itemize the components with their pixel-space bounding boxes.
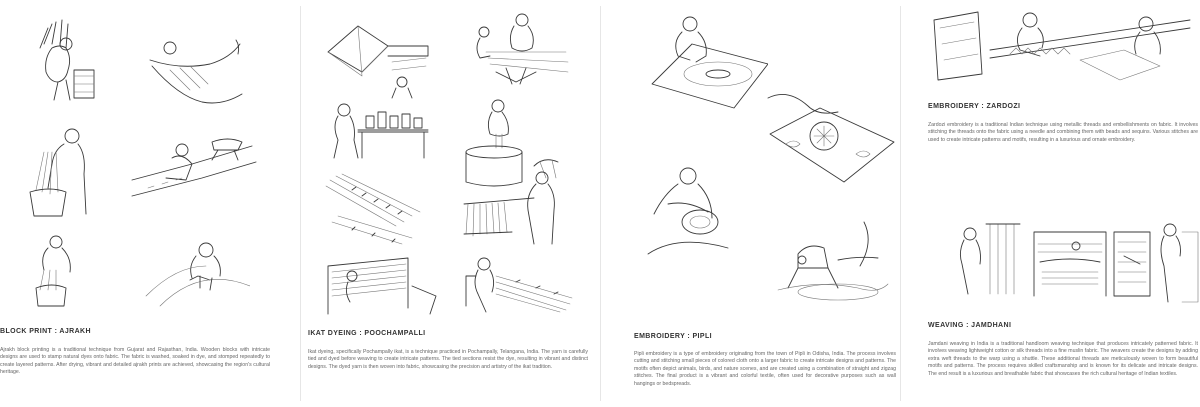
section-text-ajrakh: Ajrakh block printing is a traditional technique from Gujarat and Rajasthan, India. Wooden blocks with intricate designs are used to stamp natural dyes onto fabric. The fabric is washed, soaked in dye, and stomped repeatedly to create layered patterns. After drying, vibrant and detailed ajrakh prints are achieved, showcasing the region's cultural heritage. <box>0 347 270 376</box>
tied-yarn-figure <box>322 172 432 248</box>
section-text-ikat: Ikat dyeing, specifically Pochampally ikat, is a technique practiced in Pochampally, Telangana, India. The yarn is carefully tied and dyed before weaving to create intricate patterns. The tied sections resist the dye, resulting in vibrant and distinct designs. The dyed yarn is then woven into fabric, showcasing the precision and artistry of the ikat tradition. <box>308 349 588 370</box>
section-text-zardozi: Zardozi embroidery is a traditional Indian technique using metallic threads and embellishments on fabric. It involves stitching the threads onto the fabric using a needle and combining them with beads and sequins. Various stitches are used to create intricate patterns and motifs, resulting in a luxurious and ornate embroidery. <box>928 122 1198 143</box>
warp-setup-figure <box>940 220 1024 300</box>
sewing-machine-figure <box>768 214 898 308</box>
printing-table-figure <box>128 126 258 206</box>
section-title-ikat: IKAT DYEING : POOCHAMPALLI <box>308 330 426 337</box>
yarn-hanging-figure <box>456 170 566 246</box>
section-title-jamdhani: WEAVING : JAMDHANI <box>928 322 1012 329</box>
section-text-pipli: Pipli embroidery is a type of embroidery originating from the town of Pipli in Odisha, India. The process involves cutting and stitching small pieces of colored cloth onto a larger fabric to create intricate designs and patterns. The motifs often depict animals, birds, and nature scenes, and are created using a combination of straight and zigzag stitches. The final product is a vibrant and colorful textile, often used for decorative purposes such as wall hangings or bedspreads. <box>634 351 896 387</box>
section-title-ajrakh: BLOCK PRINT : AJRAKH <box>0 328 91 335</box>
stomping-figure <box>140 236 250 316</box>
page-divider <box>900 6 901 401</box>
section-text-jamdhani: Jamdani weaving in India is a traditional handloom weaving technique that produces intricately patterned fabric. It involves weaving lightweight cotton or silk threads into a fine muslin fabric. The weavers create the designs by adding extra weft threads to the warp using a shuttle. These additional threads are meticulously woven to form beautiful motifs and patterns. The process requires skilled craftsmanship and is known for its delicate and intricate designs. The end result is a luxurious and breathable fabric that showcases the rich cultural heritage of Indian textiles. <box>928 341 1198 377</box>
cloth-cutting-figure <box>648 14 768 110</box>
warp-stretching-figure <box>466 12 576 92</box>
zardozi-frame-figure <box>930 4 1198 84</box>
section-title-zardozi: EMBROIDERY : ZARDOZI <box>928 103 1021 110</box>
loom-figure <box>322 256 442 316</box>
fabric-washing-figure <box>18 122 98 218</box>
block-stamping-figure <box>140 30 250 110</box>
shuttle-figure <box>1110 222 1154 302</box>
page-divider <box>600 6 601 401</box>
fabric-display-figure <box>1154 222 1200 306</box>
hand-stitching-figure <box>628 164 738 256</box>
dye-pot-figure <box>22 232 82 308</box>
page-divider <box>300 6 301 401</box>
applique-stitching-figure <box>766 84 896 184</box>
handloom-figure <box>1030 222 1110 302</box>
section-title-pipli: EMBROIDERY : PIPLI <box>634 333 712 340</box>
yarn-reel-figure <box>322 22 432 100</box>
dye-splash-figure <box>22 14 112 104</box>
weaver-figure <box>456 256 576 314</box>
yarn-bobbins-figure <box>322 102 432 160</box>
